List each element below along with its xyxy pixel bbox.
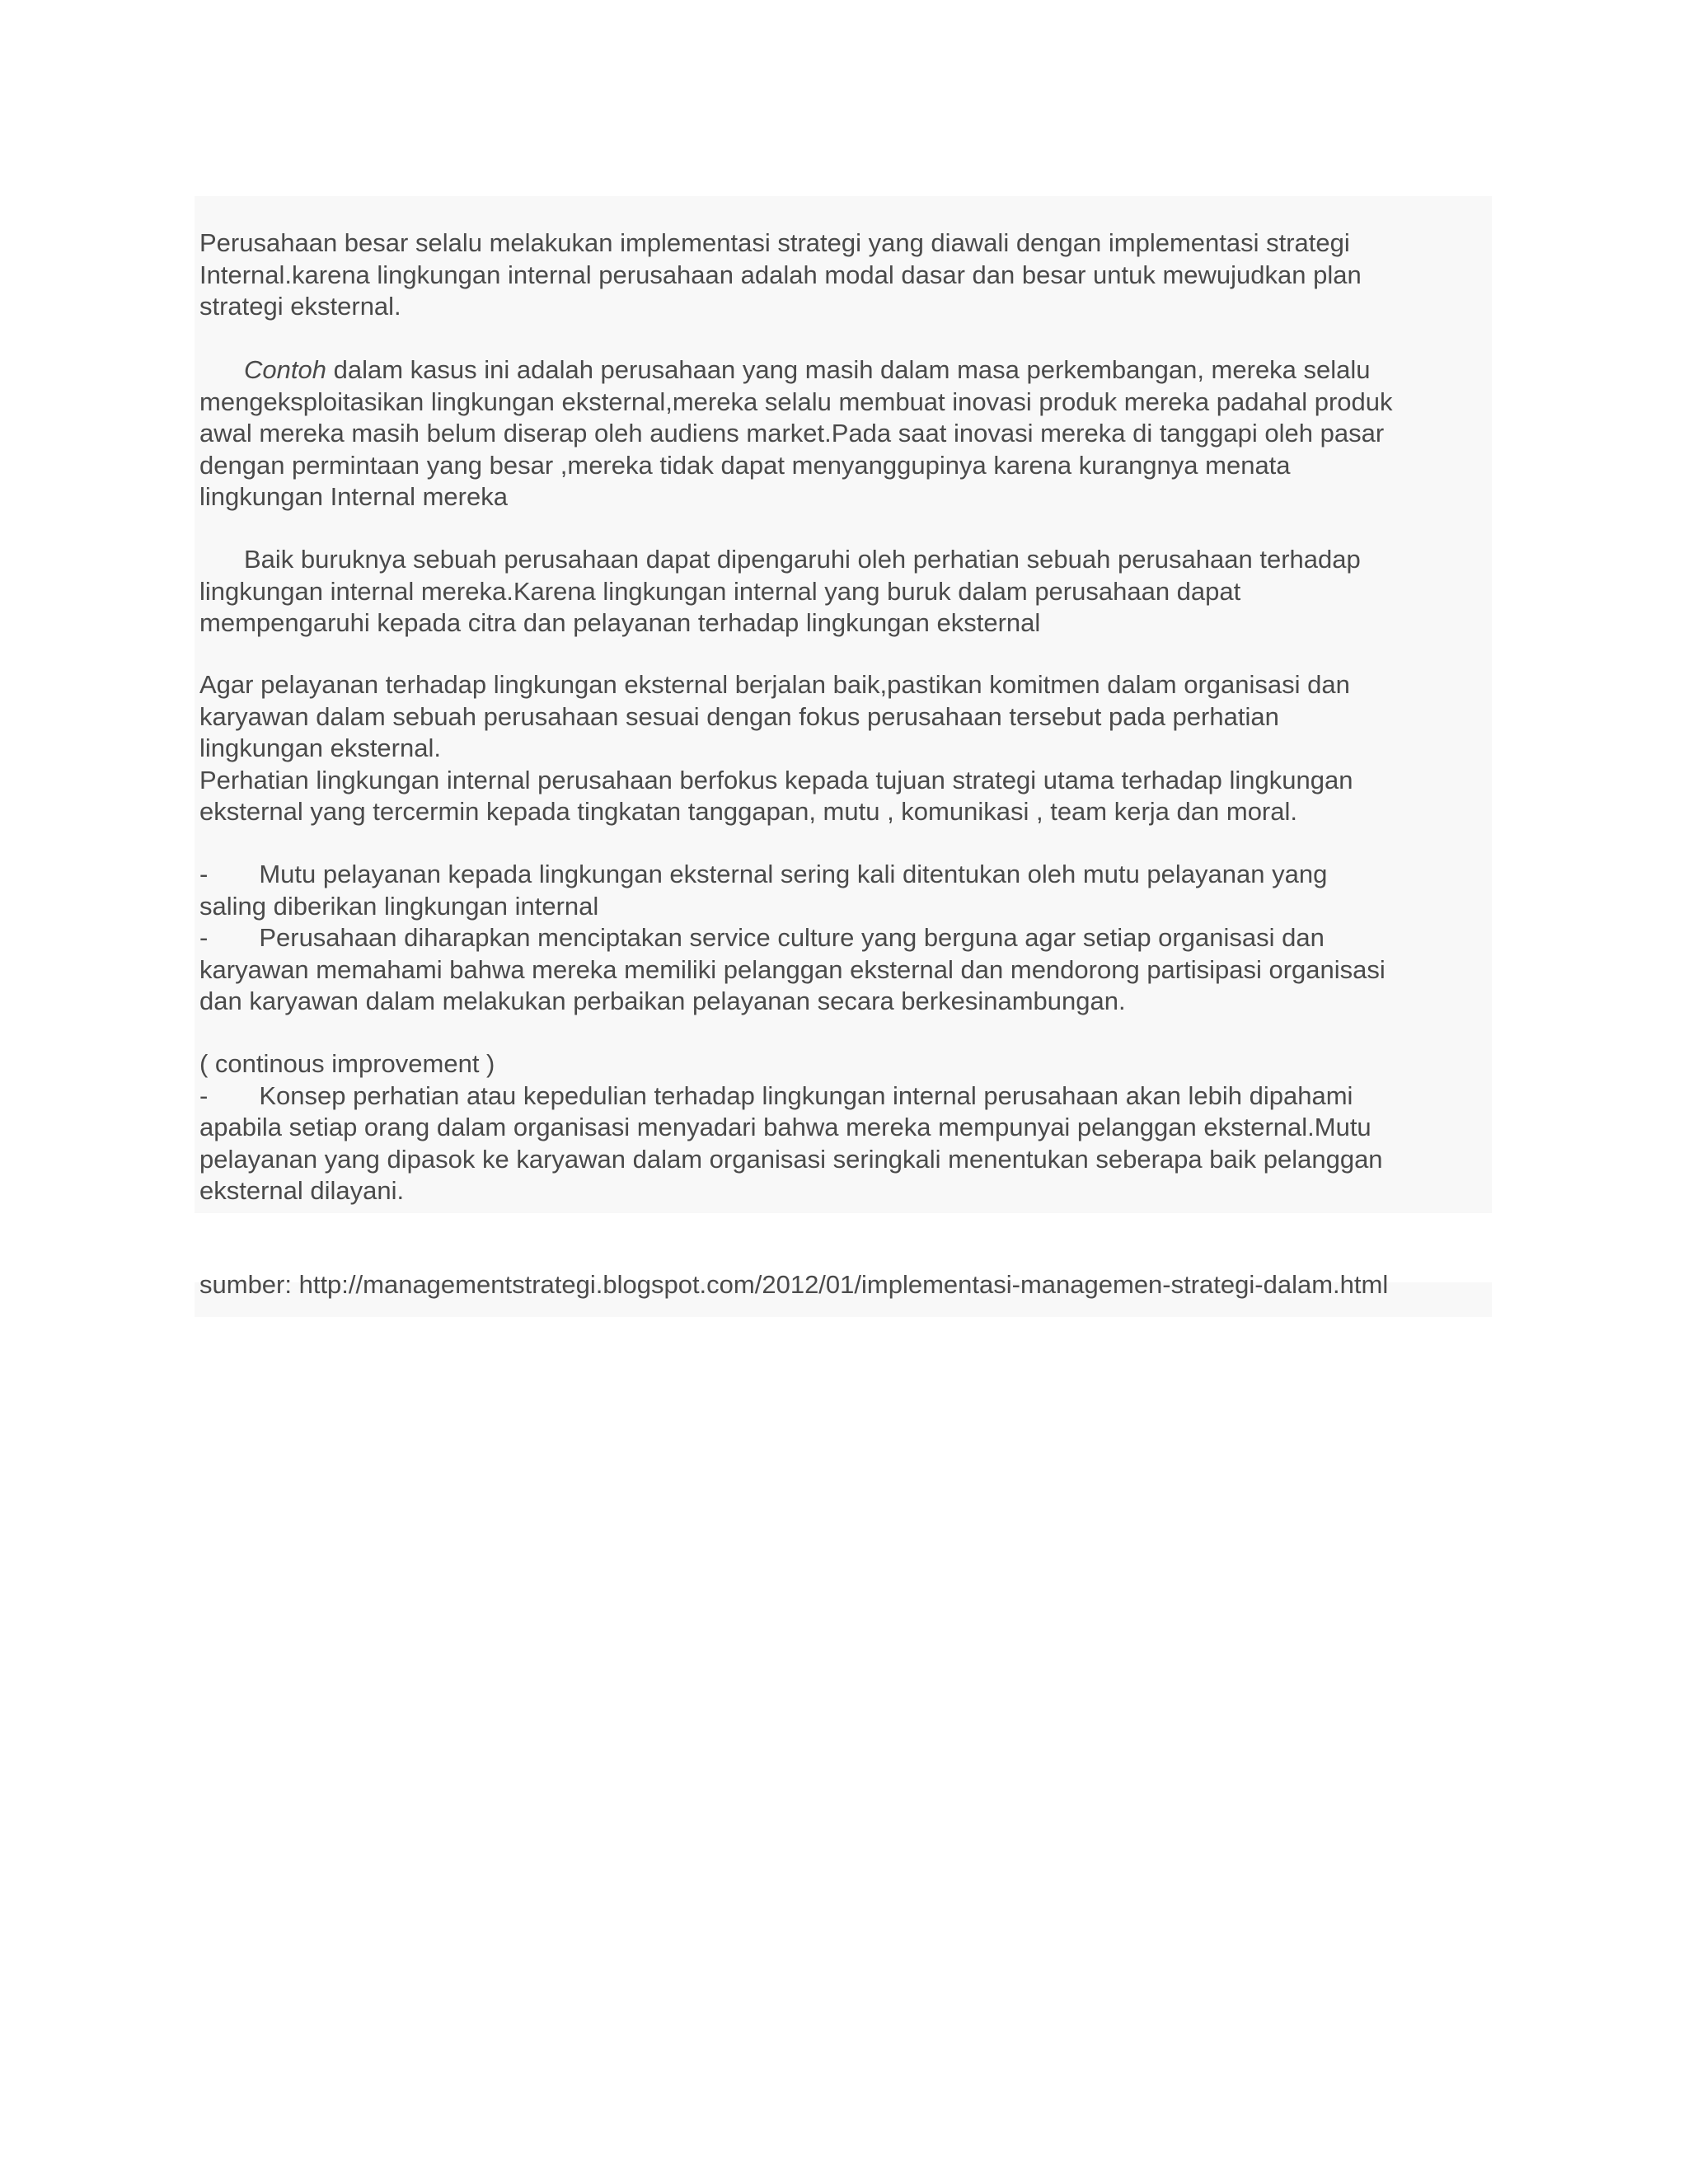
paragraph-service	[199, 669, 1490, 828]
text-segment: Baik buruknya sebuah perusahaan dapat dipengaruhi oleh perhatian sebuah perusahaan terhadap	[244, 545, 1361, 574]
text-segment: Perusahaan diharapkan menciptakan service culture yang berguna agar setiap organisasi dan	[259, 923, 1325, 952]
text-line: mempengaruhi kepada citra dan pelayanan terhadap lingkungan eksternal	[199, 608, 1041, 637]
paragraph-example	[199, 354, 1490, 513]
text-segment: dalam kasus ini adalah perusahaan yang masih dalam masa perkembangan, mereka selalu	[326, 355, 1371, 384]
text-line: lingkungan eksternal.	[199, 733, 441, 762]
source-citation	[199, 1269, 1490, 1301]
text-line	[199, 354, 1490, 387]
text-line: Perhatian lingkungan internal perusahaan berfokus kepada tujuan strategi utama terhadap lingkungan	[199, 765, 1353, 794]
text-segment: Konsep perhatian atau kepedulian terhadap lingkungan internal perusahaan akan lebih dipahami	[259, 1080, 1353, 1110]
text-line: awal mereka masih belum diserap oleh audiens market.Pada saat inovasi mereka di tanggapi oleh pasar	[199, 419, 1385, 448]
text-line: saling diberikan lingkungan internal	[199, 891, 599, 921]
text-line: Perusahaan besar selalu melakukan implementasi strategi yang diawali dengan implementasi strategi	[199, 228, 1350, 257]
text-line	[199, 544, 1490, 576]
bullet-list	[199, 859, 1490, 1018]
text-line: dan karyawan dalam melakukan perbaikan pelayanan secara berkesinambungan.	[199, 987, 1126, 1015]
text-line: karyawan dalam sebuah perusahaan sesuai dengan fokus perusahaan tersebut pada perhatian	[199, 701, 1279, 731]
text-line: lingkungan internal mereka.Karena lingkungan internal yang buruk dalam perusahaan dapat	[199, 576, 1241, 606]
text-line: strategi eksternal.	[199, 292, 401, 321]
paragraph-influence	[199, 544, 1490, 640]
text-line: eksternal dilayani.	[199, 1176, 405, 1205]
source-url: sumber: http://managementstrategi.blogspot.com/2012/01/implementasi-managemen-strategi-dalam.html	[199, 1270, 1389, 1299]
text-line: eksternal yang tercermin kepada tingkatan tanggapan, mutu , komunikasi , team kerja dan moral.	[199, 797, 1298, 826]
text-line: ( continous improvement )	[199, 1049, 495, 1078]
dash-marker: -	[199, 860, 209, 888]
list-item	[199, 859, 1490, 891]
text-line: pelayanan yang dipasok ke karyawan dalam organisasi seringkali menentukan seberapa baik pelanggan	[199, 1144, 1383, 1174]
text-line: Internal.karena lingkungan internal perusahaan adalah modal dasar dan besar untuk mewujudkan plan	[199, 260, 1362, 289]
dash-marker: -	[199, 923, 209, 952]
text-line: Agar pelayanan terhadap lingkungan eksternal berjalan baik,pastikan komitmen dalam organisasi dan	[199, 670, 1350, 699]
text-segment: Mutu pelayanan kepada lingkungan eksternal sering kali ditentukan oleh mutu pelayanan yang	[259, 860, 1328, 888]
text-line: karyawan memahami bahwa mereka memiliki pelanggan eksternal dan mendorong partisipasi organisasi	[199, 954, 1386, 984]
paragraph-improvement	[199, 1048, 1490, 1207]
text-line: mengeksploitasikan lingkungan eksternal,mereka selalu membuat inovasi produk mereka padahal produk	[199, 387, 1393, 416]
text-line: dengan permintaan yang besar ,mereka tidak dapat menyanggupinya karena kurangnya menata	[199, 450, 1291, 480]
list-item	[199, 1080, 1490, 1113]
list-item	[199, 922, 1490, 954]
dash-marker: -	[199, 1080, 209, 1110]
paragraph-intro	[199, 227, 1490, 323]
text-line: apabila setiap orang dalam organisasi menyadari bahwa mereka mempunyai pelanggan eksternal.Mutu	[199, 1113, 1372, 1141]
text-line: lingkungan Internal mereka	[199, 482, 508, 511]
example-keyword: Contoh	[244, 355, 326, 384]
